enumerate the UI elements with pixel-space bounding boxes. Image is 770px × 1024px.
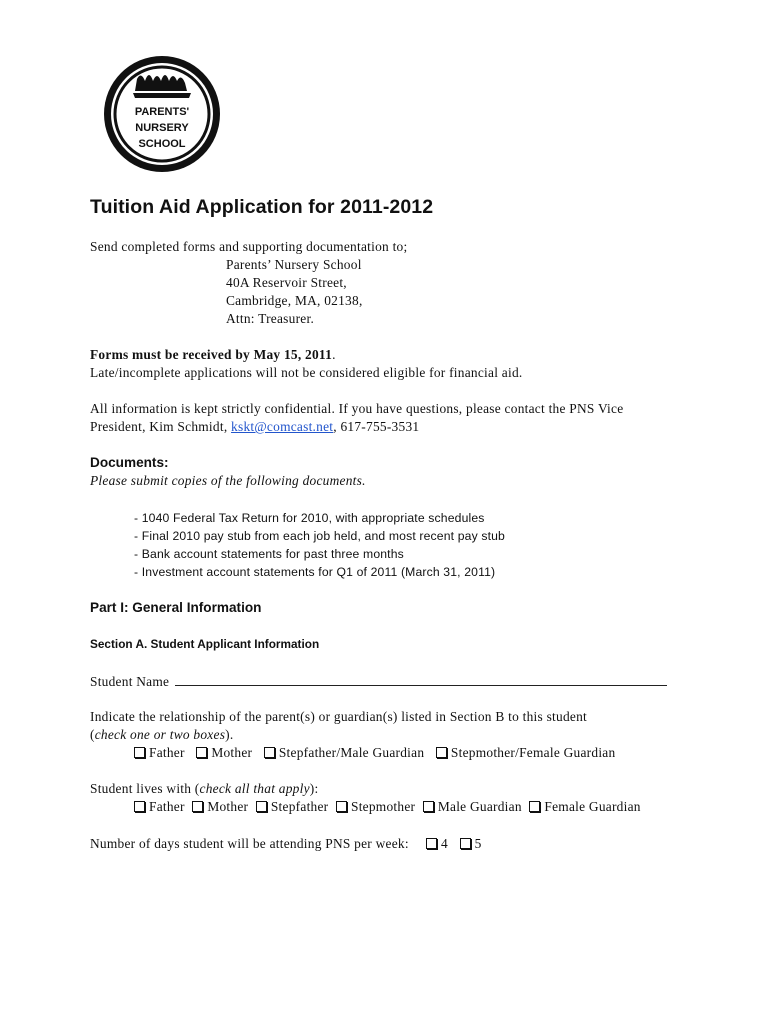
checkbox-icon[interactable] xyxy=(336,801,347,812)
logo-text-1: PARENTS' xyxy=(134,106,190,118)
checkbox-icon[interactable] xyxy=(256,801,267,812)
option-label: Father xyxy=(149,745,185,760)
option-label: Stepmother xyxy=(351,799,416,814)
checkbox-icon[interactable] xyxy=(264,747,275,758)
option-label: Father xyxy=(149,799,185,814)
paren-close: ). xyxy=(225,727,234,742)
logo-text-2: NURSERY xyxy=(135,122,189,134)
contact-phone: , 617-755-3531 xyxy=(333,419,420,434)
relationship-option-stepfather[interactable] xyxy=(264,745,424,760)
checkbox-icon[interactable] xyxy=(192,801,203,812)
lives-option-female-guardian[interactable] xyxy=(529,799,640,814)
deadline-line xyxy=(90,347,336,363)
relationship-instruction: Indicate the relationship of the parent(s) or guardian(s) listed in Section B to this student xyxy=(90,709,588,724)
part1-heading: Part I: General Information xyxy=(90,600,262,615)
student-name-field[interactable] xyxy=(175,674,667,686)
lives-with-hint: check all that apply xyxy=(199,781,310,796)
email-link[interactable]: kskt@comcast.net xyxy=(231,419,334,434)
confidential-line-1: All information is kept strictly confidential. If you have questions, please contact the PNS Vice xyxy=(90,401,624,416)
lives-option-male-guardian[interactable] xyxy=(423,799,522,814)
relationship-hint xyxy=(90,727,233,743)
deadline-period: . xyxy=(332,347,336,362)
relationship-options xyxy=(134,745,623,761)
lives-with-options xyxy=(134,799,641,815)
option-label: Male Guardian xyxy=(437,799,522,814)
option-label: Mother xyxy=(211,745,253,760)
checkbox-icon[interactable] xyxy=(423,801,434,812)
send-intro: Send completed forms and supporting documentation to; xyxy=(90,239,408,254)
deadline-note: Late/incomplete applications will not be considered eligible for financial aid. xyxy=(90,365,523,380)
option-label: Stepfather xyxy=(270,799,329,814)
option-label: Mother xyxy=(207,799,249,814)
address-line: Cambridge, MA, 02138, xyxy=(226,293,363,308)
lives-with-suffix: ): xyxy=(309,781,319,796)
checkbox-icon[interactable] xyxy=(426,838,437,849)
option-label: Stepmother/Female Guardian xyxy=(450,745,616,760)
days-row xyxy=(90,836,490,852)
deadline-text: Forms must be received by May 15, 2011 xyxy=(90,347,333,362)
checkbox-icon[interactable] xyxy=(134,747,145,758)
page-title: Tuition Aid Application for 2011-2012 xyxy=(90,196,434,218)
address-line: 40A Reservoir Street, xyxy=(226,275,347,290)
relationship-hint-text: check one or two boxes xyxy=(94,727,226,742)
paren-open: ( xyxy=(90,727,95,742)
days-label: Number of days student will be attending PNS per week: xyxy=(90,836,409,851)
documents-heading: Documents: xyxy=(90,455,169,470)
document-item: - Bank account statements for past three months xyxy=(134,547,404,561)
confidential-line-2 xyxy=(90,419,419,435)
relationship-option-stepmother[interactable] xyxy=(436,745,616,760)
lives-with-prefix: Student lives with ( xyxy=(90,781,200,796)
document-item: - Final 2010 pay stub from each job held, and most recent pay stub xyxy=(134,529,505,543)
section-a-heading: Section A. Student Applicant Information xyxy=(90,637,320,651)
logo-text-3: SCHOOL xyxy=(138,138,186,150)
lives-option-mother[interactable] xyxy=(192,799,248,814)
checkbox-icon[interactable] xyxy=(529,801,540,812)
checkbox-icon[interactable] xyxy=(134,801,145,812)
lives-with-instruction xyxy=(90,781,318,797)
days-option-4[interactable] xyxy=(426,836,448,851)
option-label: Stepfather/Male Guardian xyxy=(278,745,425,760)
address-line: Parents’ Nursery School xyxy=(226,257,362,272)
address-line: Attn: Treasurer. xyxy=(226,311,315,326)
option-label: 4 xyxy=(441,836,448,851)
relationship-option-mother[interactable] xyxy=(196,745,252,760)
option-label: 5 xyxy=(474,836,482,851)
lives-option-stepmother[interactable] xyxy=(336,799,415,814)
student-name-label: Student Name xyxy=(90,674,170,689)
school-logo xyxy=(101,51,223,178)
lives-option-stepfather[interactable] xyxy=(256,799,329,814)
contact-prefix: President, Kim Schmidt, xyxy=(90,419,232,434)
documents-instruction: Please submit copies of the following documents. xyxy=(90,473,366,488)
checkbox-icon[interactable] xyxy=(436,747,447,758)
checkbox-icon[interactable] xyxy=(460,838,471,849)
days-option-5[interactable] xyxy=(460,836,482,851)
option-label: Female Guardian xyxy=(544,799,641,814)
document-item: - Investment account statements for Q1 of 2011 (March 31, 2011) xyxy=(134,565,496,579)
student-name-row xyxy=(90,674,667,690)
checkbox-icon[interactable] xyxy=(196,747,207,758)
document-item: - 1040 Federal Tax Return for 2010, with appropriate schedules xyxy=(134,511,485,525)
lives-option-father[interactable] xyxy=(134,799,185,814)
relationship-option-father[interactable] xyxy=(134,745,185,760)
